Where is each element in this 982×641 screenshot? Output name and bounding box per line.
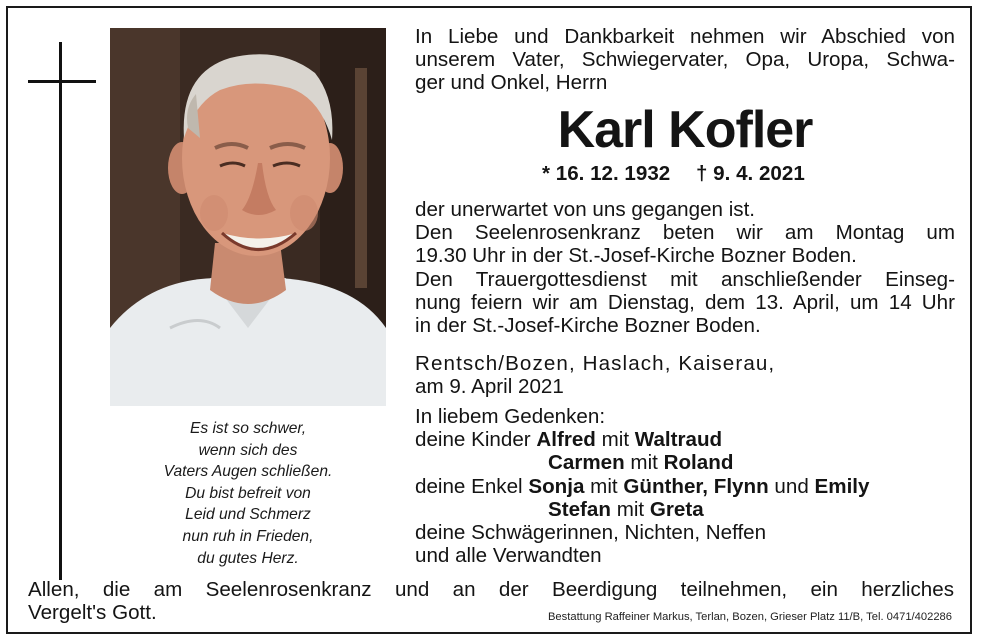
birth-date: * 16. 12. 1932 [542, 162, 671, 185]
partner-name: Roland [663, 451, 734, 475]
children-line [415, 451, 955, 474]
body-line: nung feiern wir am Dienstag, dem 13. April, um 14 Uhr [415, 290, 955, 314]
closing-line: Allen, die am Seelenrosenkranz und an der Beerdigung teilnehmen, ein herzliches [28, 578, 954, 601]
poem-line: wenn sich des [198, 441, 298, 459]
relatives-line: und alle Verwandten [415, 544, 602, 568]
partner-name: Waltraud [634, 428, 723, 452]
mourners-list [415, 405, 955, 567]
cross-vertical-bar [59, 42, 62, 580]
children-line [415, 428, 955, 451]
grandchild-name: Sonja [528, 474, 585, 498]
body-line: in der St.-Josef-Kirche Bozner Boden. [415, 314, 761, 338]
intro-line: ger und Onkel, Herrn [415, 71, 608, 95]
connector: mit [616, 497, 645, 521]
grandchildren-line [415, 498, 955, 521]
date-line: am 9. April 2021 [415, 375, 564, 399]
grandchild-name: Stefan [548, 497, 611, 521]
death-date: † 9. 4. 2021 [696, 162, 805, 185]
place-date [415, 352, 955, 398]
service-text [415, 198, 955, 337]
intro-line: In Liebe und Dankbarkeit nehmen wir Abschied von [415, 25, 955, 48]
poem [110, 418, 386, 569]
poem-line: du gutes Herz. [197, 549, 299, 567]
connector: mit [601, 428, 630, 452]
cross-horizontal-bar [28, 80, 96, 83]
portrait-illustration [110, 28, 386, 406]
body-line: Den Seelenrosenkranz beten wir am Montag um [415, 221, 955, 245]
partner-name: Günther, Flynn [623, 474, 769, 498]
portrait-photo [110, 28, 386, 406]
body-line: 19.30 Uhr in der St.-Josef-Kirche Bozner Boden. [415, 244, 857, 268]
grandchildren-prefix: deine Enkel [415, 474, 523, 498]
poem-line: Du bist befreit von [185, 484, 311, 502]
poem-line: Vaters Augen schließen. [163, 463, 333, 481]
child-name: Carmen [548, 451, 625, 475]
poem-line: nun ruh in Frieden, [182, 527, 314, 545]
intro-text [415, 25, 955, 95]
poem-line: Es ist so schwer, [189, 420, 307, 437]
relatives-line: deine Schwägerinnen, Nichten, Neffen [415, 521, 767, 545]
children-prefix: deine Kinder [415, 428, 531, 452]
body-line: Den Trauergottesdienst mit anschließender Einseg- [415, 267, 955, 291]
grandchildren-line [415, 475, 955, 498]
connector: mit [590, 474, 618, 498]
connector: und [774, 474, 809, 498]
intro-line: unserem Vater, Schwiegervater, Opa, Uropa, Schwa- [415, 48, 955, 72]
funeral-home-credit: Bestattung Raffeiner Markus, Terlan, Bozen, Grieser Platz 11/B, Tel. 0471/402286 [547, 611, 952, 623]
connector: mit [630, 451, 658, 475]
poem-line: Leid und Schmerz [185, 506, 311, 524]
closing-line: Vergelt's Gott. [28, 601, 157, 624]
body-line: der unerwartet von uns gegangen ist. [415, 198, 756, 221]
deceased-name: Karl Kofler [557, 101, 813, 159]
place-line: Rentsch/Bozen, Haslach, Kaiserau, [415, 352, 776, 375]
grandchild-name: Emily [814, 474, 870, 498]
partner-name: Greta [649, 497, 704, 521]
child-name: Alfred [536, 428, 596, 452]
memory-heading: In liebem Gedenken: [415, 405, 606, 428]
